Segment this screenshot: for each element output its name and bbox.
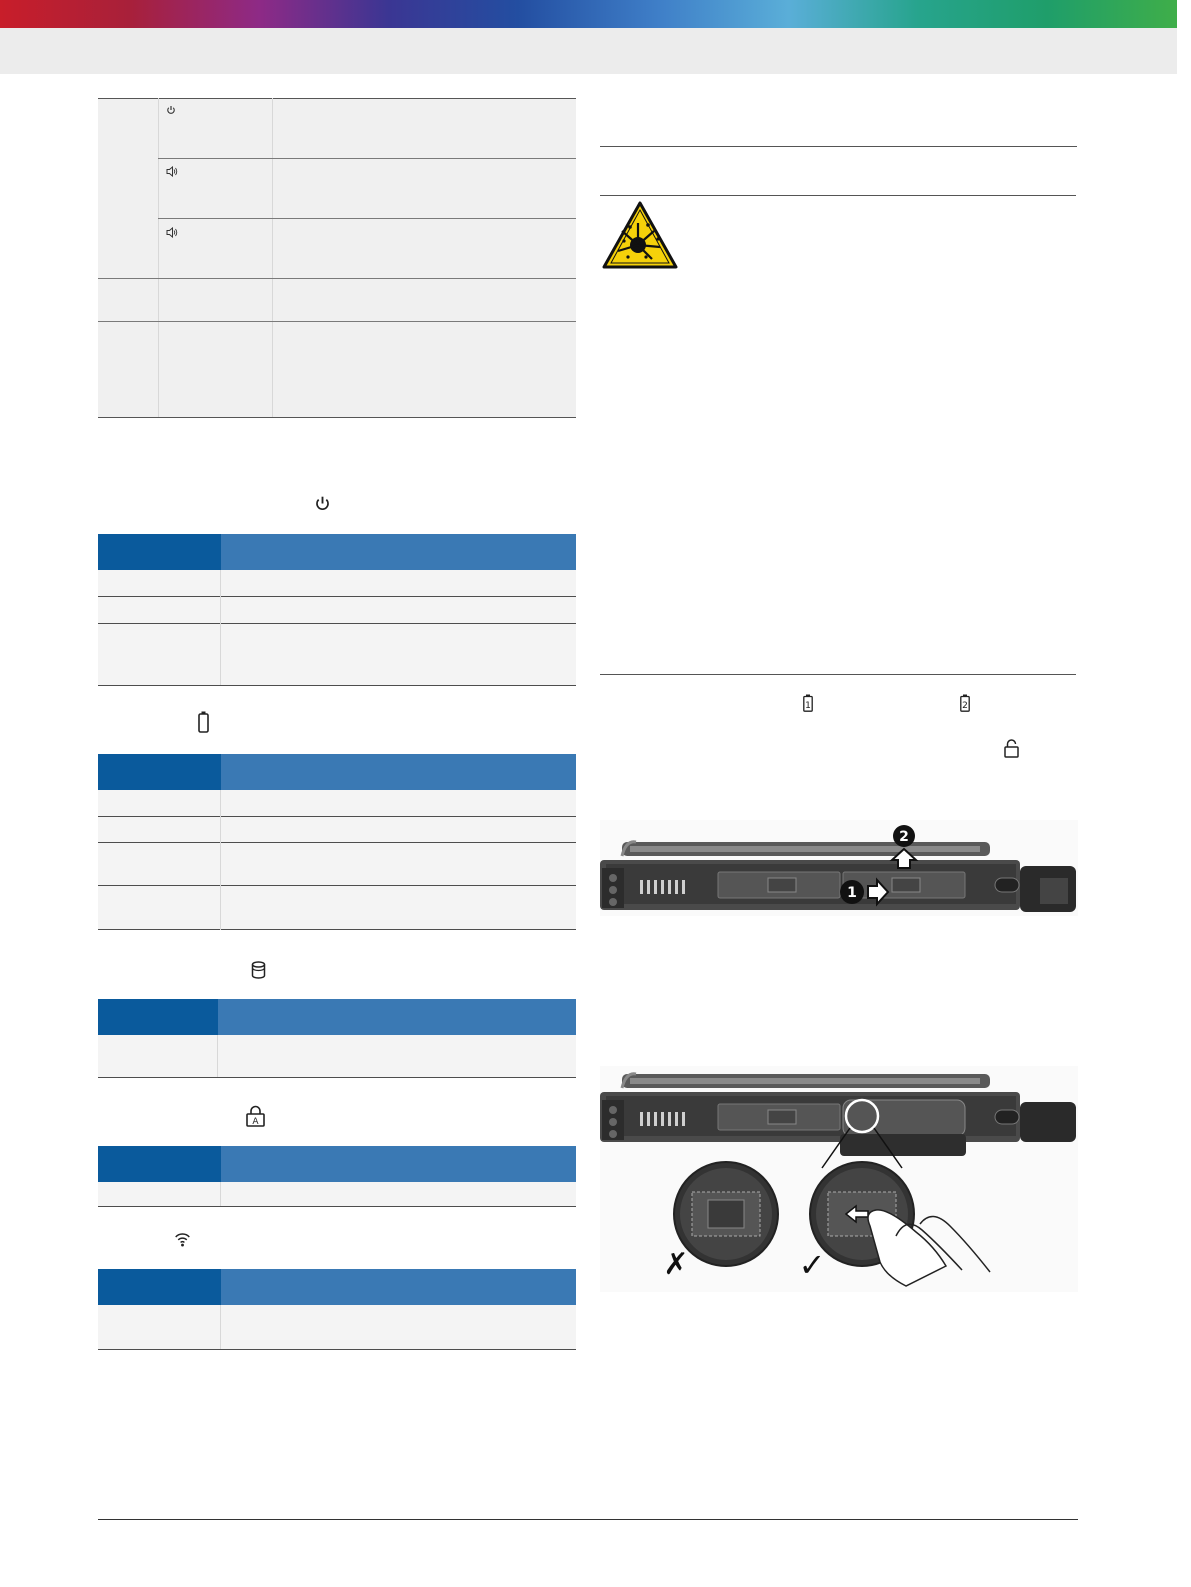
table-row xyxy=(98,1305,576,1350)
table-column-divider xyxy=(220,570,221,685)
correct-mark: ✓ xyxy=(798,1246,826,1284)
table-row xyxy=(98,597,576,624)
battery-removal-figure xyxy=(600,820,1078,916)
battery-1-icon xyxy=(803,694,813,712)
svg-text:A: A xyxy=(252,1117,259,1127)
wireless-led-table xyxy=(98,1269,576,1350)
speaker-icon xyxy=(166,166,178,177)
battery-latch-figure xyxy=(600,1066,1078,1292)
table-row xyxy=(98,624,576,686)
table-rule xyxy=(98,321,576,322)
callout-1: 1 xyxy=(847,885,857,901)
table-row xyxy=(98,843,576,886)
drive-led-table xyxy=(98,999,576,1078)
table-header xyxy=(98,754,576,790)
battery-2-icon xyxy=(960,694,970,712)
table-header-cell xyxy=(218,999,576,1035)
callout-2: 2 xyxy=(899,829,909,845)
explosion-warning-icon xyxy=(602,201,678,269)
table-header-cell xyxy=(98,1146,221,1182)
table-header xyxy=(98,1146,576,1182)
table-header-cell xyxy=(98,534,221,570)
header-color-band xyxy=(0,0,1177,28)
table-header-cell xyxy=(221,1146,576,1182)
table-header-cell xyxy=(98,754,221,790)
table-rule xyxy=(98,417,576,418)
speaker-icon xyxy=(166,227,178,238)
table-rule xyxy=(98,278,576,279)
table-rule xyxy=(158,158,576,159)
battery-led-table xyxy=(98,754,576,930)
power-led-table xyxy=(98,534,576,686)
table-header xyxy=(98,1269,576,1305)
table-column-divider xyxy=(217,1035,218,1077)
power-icon xyxy=(166,105,176,115)
table-header xyxy=(98,534,576,570)
status-indicator-table xyxy=(98,98,576,418)
caps-lock-icon xyxy=(246,1105,265,1127)
table-column-divider xyxy=(220,1305,221,1349)
table-column-divider xyxy=(220,1182,221,1206)
table-row xyxy=(98,1035,576,1078)
table-header xyxy=(98,999,576,1035)
table-header-cell xyxy=(221,1269,576,1305)
table-column-divider xyxy=(158,98,159,418)
svg-text:1: 1 xyxy=(805,701,811,711)
table-header-cell xyxy=(98,999,218,1035)
table-row xyxy=(98,790,576,817)
wifi-icon xyxy=(174,1231,191,1248)
caps-lock-led-table xyxy=(98,1146,576,1207)
hard-drive-icon xyxy=(251,961,266,979)
incorrect-mark: ✗ xyxy=(663,1247,689,1282)
footer-rule xyxy=(98,1519,1078,1520)
table-row xyxy=(98,817,576,843)
table-row xyxy=(98,1182,576,1207)
table-rule xyxy=(98,98,576,99)
table-column-divider xyxy=(220,790,221,930)
power-icon xyxy=(314,495,331,512)
table-row xyxy=(98,570,576,597)
header-bar xyxy=(0,28,1177,74)
svg-text:2: 2 xyxy=(962,701,968,711)
table-row xyxy=(98,886,576,930)
battery-icon xyxy=(198,711,209,733)
section-rule xyxy=(600,146,1077,147)
table-header-cell xyxy=(221,754,576,790)
table-column-divider xyxy=(272,98,273,418)
table-rule xyxy=(158,218,576,219)
unlock-icon xyxy=(1004,739,1019,758)
section-rule xyxy=(600,195,1076,196)
section-rule xyxy=(600,674,1076,675)
table-header-cell xyxy=(221,534,576,570)
table-header-cell xyxy=(98,1269,221,1305)
